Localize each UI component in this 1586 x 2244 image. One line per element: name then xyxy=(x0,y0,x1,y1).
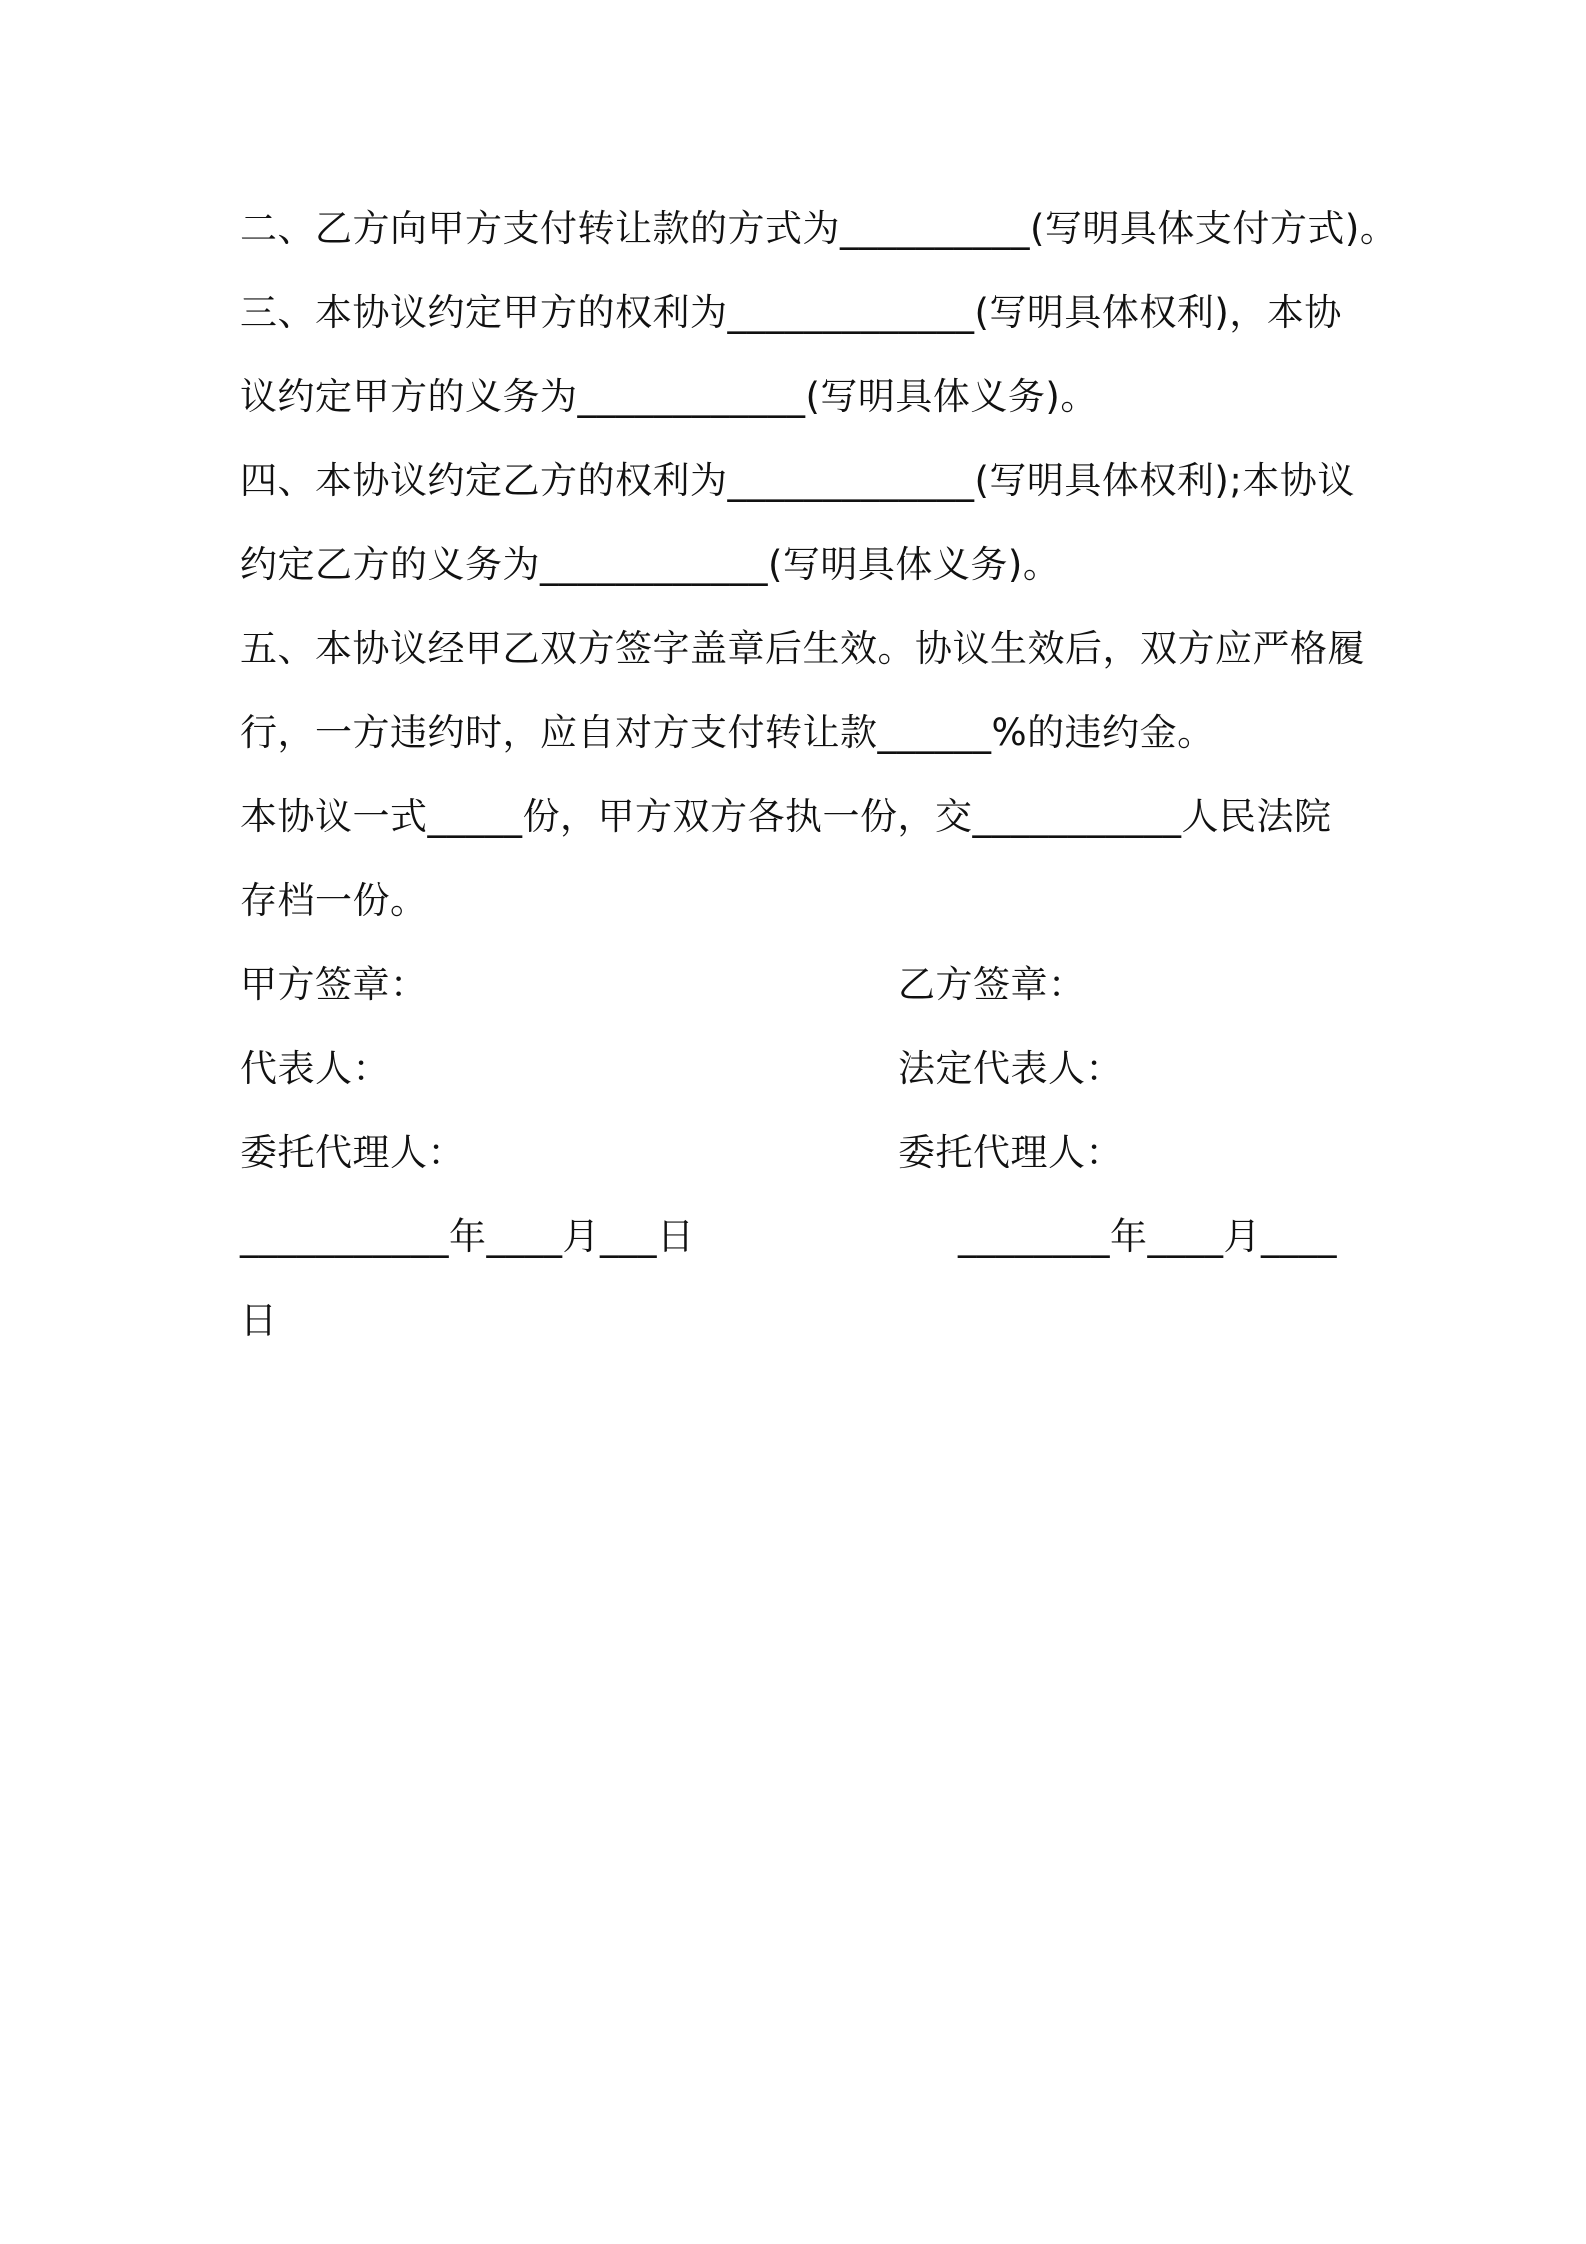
clause-2: 二、乙方向甲方支付转让款的方式为__________(写明具体支付方式)。 xyxy=(240,207,1398,250)
clause-4-line-1: 四、本协议约定乙方的权利为_____________(写明具体权利);本协议 xyxy=(240,459,1355,502)
party-a-agent-label: 委托代理人： xyxy=(240,1131,465,1174)
party-b-date-day-wrap: 日 xyxy=(240,1299,278,1342)
clause-5-line-2: 行，一方违约时，应自对方支付转让款______%的违约金。 xyxy=(240,711,1215,754)
party-a-seal-label: 甲方签章： xyxy=(240,963,428,1006)
clause-3-line-1: 三、本协议约定甲方的权利为_____________(写明具体权利)，本协 xyxy=(240,291,1342,334)
party-b-date-line: ________年____月____ xyxy=(958,1215,1337,1258)
clause-4-line-2: 约定乙方的义务为____________(写明具体义务)。 xyxy=(240,543,1061,586)
clause-5-line-1: 五、本协议经甲乙双方签字盖章后生效。协议生效后，双方应严格履 xyxy=(240,627,1365,670)
copies-line-2: 存档一份。 xyxy=(240,879,428,922)
clause-3-line-2: 议约定甲方的义务为____________(写明具体义务)。 xyxy=(240,375,1098,418)
party-b-legal-representative-label: 法定代表人： xyxy=(898,1047,1123,1090)
party-a-date-line: ___________年____月___日 xyxy=(240,1215,695,1258)
copies-line-1: 本协议一式_____份，甲方双方各执一份，交___________人民法院 xyxy=(240,795,1332,838)
party-b-seal-label: 乙方签章： xyxy=(898,963,1086,1006)
party-b-agent-label: 委托代理人： xyxy=(898,1131,1123,1174)
party-a-representative-label: 代表人： xyxy=(240,1047,390,1090)
